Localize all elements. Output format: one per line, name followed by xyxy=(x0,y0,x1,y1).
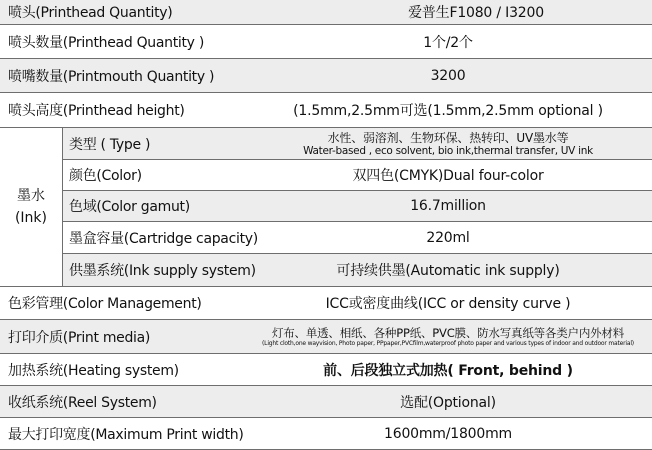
row-label: 最大打印宽度(Maximum Print width) xyxy=(8,426,244,443)
row-label: 喷头数量(Printhead Quantity ) xyxy=(8,34,204,51)
row-printmouth-quantity xyxy=(0,59,652,93)
ink-row-color xyxy=(63,160,652,191)
row-label: 类型 ( Type ) xyxy=(69,136,151,153)
row-print-media xyxy=(0,320,652,354)
ink-row-type xyxy=(63,128,652,160)
ink-row-color-gamut xyxy=(63,191,652,222)
ink-group-label xyxy=(0,128,63,286)
row-label: 打印介质(Print media) xyxy=(8,329,151,346)
row-label: 供墨系统(Ink supply system) xyxy=(69,263,256,279)
row-label: 喷头(Printhead Quantity) xyxy=(8,5,173,21)
row-value: 1个/2个 xyxy=(423,34,473,51)
row-label: 收纸系统(Reel System) xyxy=(8,394,157,411)
row-value: ICC或密度曲线(ICC or density curve ) xyxy=(325,296,571,312)
row-reel-system xyxy=(0,386,652,418)
ink-group xyxy=(0,128,652,287)
row-value: 可持续供墨(Automatic ink supply) xyxy=(336,263,560,279)
row-value: 3200 xyxy=(430,67,466,84)
row-printhead xyxy=(0,0,652,25)
row-label: 喷嘴数量(Printmouth Quantity ) xyxy=(8,68,215,85)
row-value: 1600mm/1800mm xyxy=(384,425,512,442)
row-value: 16.7million xyxy=(410,198,486,214)
row-heating-system xyxy=(0,354,652,386)
ink-label-en: (Ink) xyxy=(14,210,48,226)
row-value: (1.5mm,2.5mm可选(1.5mm,2.5mm optional ) xyxy=(293,103,603,119)
ink-label-cn: 墨水 xyxy=(17,188,45,204)
ink-row-supply-system xyxy=(63,254,652,286)
row-value: 前、后段独立式加热( Front, behind ) xyxy=(323,362,573,379)
row-max-print-width xyxy=(0,418,652,450)
row-label: 加热系统(Heating system) xyxy=(8,362,179,379)
row-value xyxy=(244,320,652,353)
row-value: 爱普生F1080 / I3200 xyxy=(408,5,544,21)
row-value-line1: 水性、弱溶剂、生物环保、热转印、UV墨水等 xyxy=(327,130,569,145)
row-label: 喷头高度(Printhead height) xyxy=(8,103,185,119)
row-value-line1: 灯布、单透、相纸、各种PP纸、PVC膜、防水写真纸等各类户内外材料 xyxy=(271,325,625,340)
row-value: 选配(Optional) xyxy=(400,394,496,411)
row-value xyxy=(244,128,652,159)
row-label: 色域(Color gamut) xyxy=(69,199,190,215)
ink-row-cartridge xyxy=(63,222,652,254)
row-printhead-height xyxy=(0,93,652,128)
row-label: 色彩管理(Color Management) xyxy=(8,296,202,312)
row-label: 颜色(Color) xyxy=(69,168,142,184)
row-value-line2: Water-based , eco solvent, bio ink,thermal transfer, UV ink xyxy=(303,144,593,157)
row-printhead-quantity xyxy=(0,25,652,59)
row-label: 墨盒容量(Cartridge capacity) xyxy=(69,230,258,247)
row-color-management xyxy=(0,287,652,320)
row-value: 双四色(CMYK)Dual four-color xyxy=(352,168,544,184)
row-value: 220ml xyxy=(426,229,470,246)
row-value-line2: (Light cloth,one wayvision, Photo paper, PPpaper,PVCfilm,waterproof photo paper and various types of indoor and outdoor material) xyxy=(262,339,634,347)
